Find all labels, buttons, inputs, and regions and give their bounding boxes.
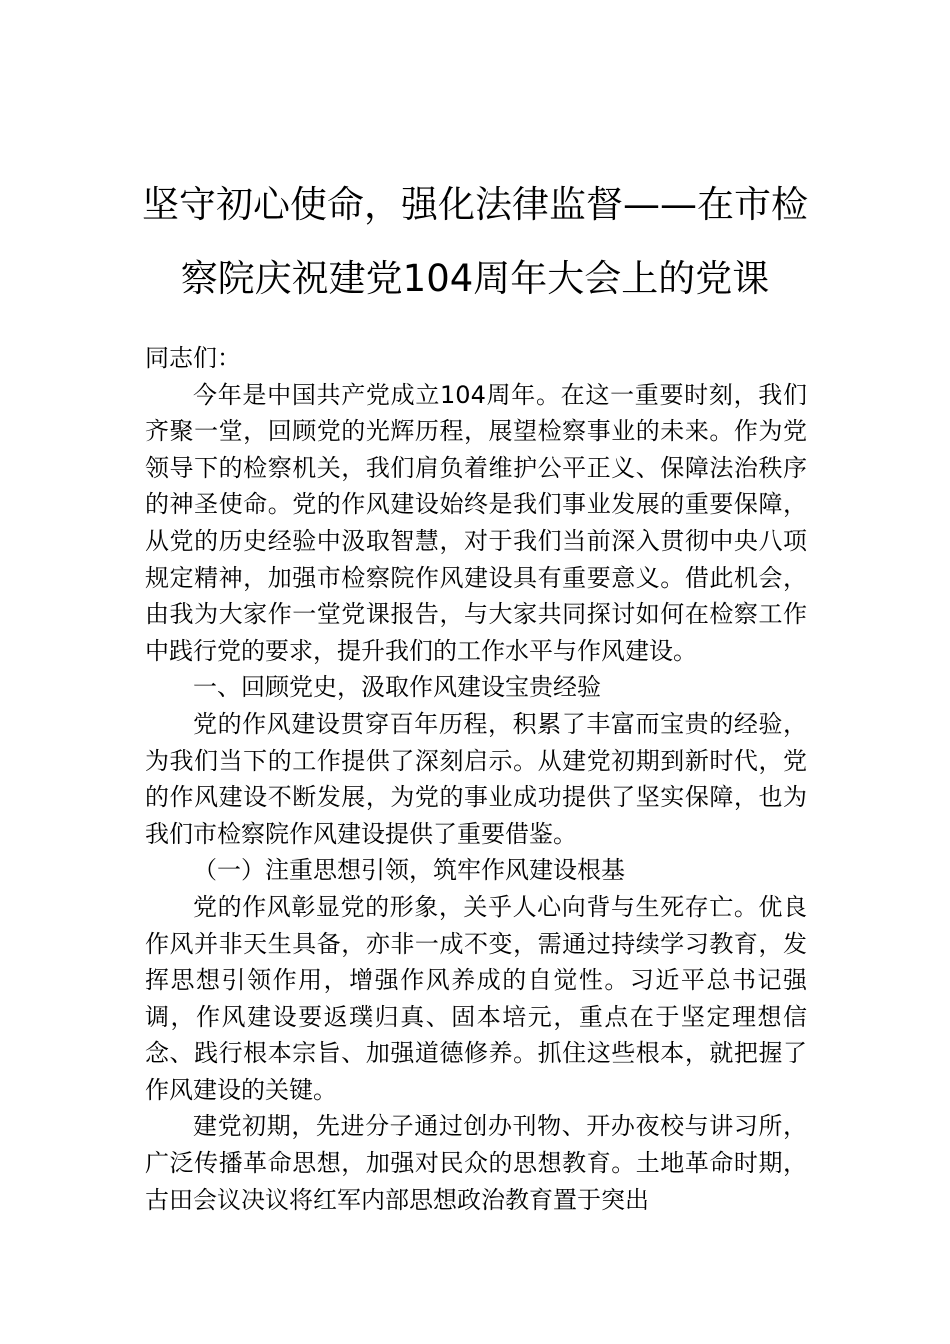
section-1-paragraph: 党的作风建设贯穿百年历程，积累了丰富而宝贵的经验，为我们当下的工作提供了深刻启示。从建党初期到新时代，党的作风建设不断发展，为党的事业成功提供了坚实保障，也为我们市检察院作风建设提供了重要借鉴。 [145,709,807,848]
section-heading-1: 一、回顾党史，汲取作风建设宝贵经验 [193,673,601,702]
document-body [145,340,807,1218]
title-line-1: 坚守初心使命，强化法律监督——在市检 [142,183,808,226]
title-line-2: 察院庆祝建党104周年大会上的党课 [180,257,770,300]
subsection-1-paragraph-1: 党的作风彰显党的形象，关乎人心向背与生死存亡。优良作风并非天生具备，亦非一成不变，需通过持续学习教育，发挥思想引领作用，增强作风养成的自觉性。习近平总书记强调，作风建设要返璞归真、固本培元，重点在于坚定理想信念、践行根本宗旨、加强道德修养。抓住这些根本，就把握了作风建设的关键。 [145,892,807,1104]
subsection-1-paragraph-2: 建党初期，先进分子通过创办刊物、开办夜校与讲习所，广泛传播革命思想，加强对民众的思想教育。土地革命时期，古田会议决议将红军内部思想政治教育置于突出 [145,1112,807,1214]
subsection-heading-1: （一）注重思想引领，筑牢作风建设根基 [193,856,625,885]
intro-paragraph: 今年是中国共产党成立104周年。在这一重要时刻，我们齐聚一堂，回顾党的光辉历程，展望检察事业的未来。作为党领导下的检察机关，我们肩负着维护公平正义、保障法治秩序的神圣使命。党的作风建设始终是我们事业发展的重要保障，从党的历史经验中汲取智慧，对于我们当前深入贯彻中央八项规定精神，加强市检察院作风建设具有重要意义。借此机会，由我为大家作一堂党课报告，与大家共同探讨如何在检察工作中践行党的要求，提升我们的工作水平与作风建设。 [145,380,807,665]
document-title [120,168,830,316]
salutation: 同志们： [145,344,241,372]
